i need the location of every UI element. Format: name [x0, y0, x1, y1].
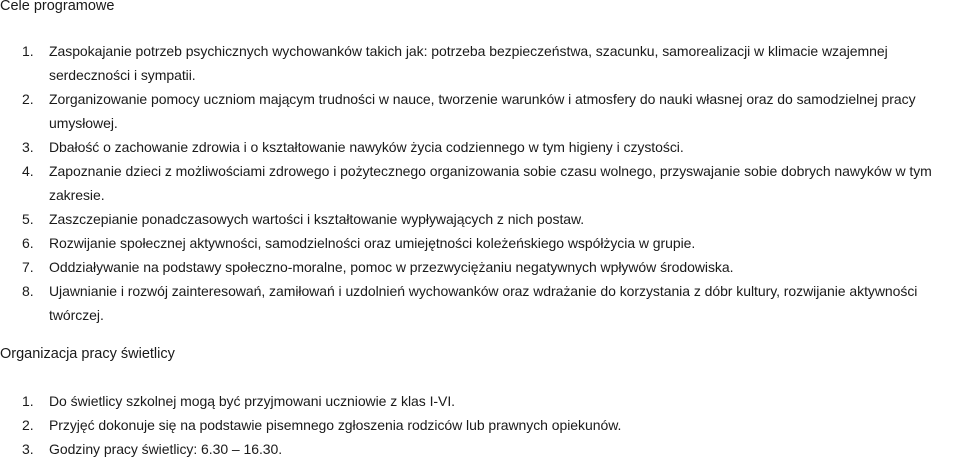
- list-item: [0, 279, 960, 327]
- item-text: Oddziaływanie na podstawy społeczno-moralne, pomoc w przezwyciężaniu negatywnych wpływów środowiska.: [49, 259, 734, 275]
- item-number: 2.: [22, 417, 34, 433]
- item-text: Przyjęć dokonuje się na podstawie pisemnego zgłoszenia rodziców lub prawnych opiekunów.: [49, 417, 622, 433]
- item-number: 5.: [22, 211, 34, 227]
- list-item: [0, 135, 960, 159]
- item-number: 4.: [22, 163, 34, 179]
- list-item: [0, 255, 960, 279]
- item-number: 1.: [22, 43, 34, 59]
- list-item: [0, 87, 960, 135]
- list-item: [0, 437, 960, 461]
- goals-list: [0, 39, 960, 327]
- item-number: 7.: [22, 259, 34, 275]
- list-item: [0, 413, 960, 437]
- list-item: [0, 159, 960, 207]
- list-item: [0, 207, 960, 231]
- item-number: 8.: [22, 283, 34, 299]
- section-title-goals: Cele programowe: [0, 0, 115, 14]
- item-number: 3.: [22, 139, 34, 155]
- organization-list: [0, 389, 960, 461]
- section-title-organization: Organizacja pracy świetlicy: [0, 346, 175, 362]
- list-item: [0, 231, 960, 255]
- list-item: [0, 39, 960, 87]
- item-number: 3.: [22, 441, 34, 457]
- item-text: Zaspokajanie potrzeb psychicznych wychowanków takich jak: potrzeba bezpieczeństwa, szacunku, samorealizacji w klimacie wzajemnej serdeczności i sympatii.: [49, 43, 888, 83]
- item-number: 6.: [22, 235, 34, 251]
- list-item: [0, 389, 960, 413]
- item-text: Rozwijanie społecznej aktywności, samodzielności oraz umiejętności koleżeńskiego współżycia w grupie.: [49, 235, 696, 251]
- item-text: Zorganizowanie pomocy uczniom mającym trudności w nauce, tworzenie warunków i atmosfery do nauki własnej oraz do samodzielnej pracy umysłowej.: [49, 91, 916, 131]
- item-text: Dbałość o zachowanie zdrowia i o kształtowanie nawyków życia codziennego w tym higieny i czystości.: [49, 139, 684, 155]
- item-text: Zapoznanie dzieci z możliwościami zdrowego i pożytecznego organizowania sobie czasu wolnego, przyswajanie sobie dobrych nawyków w tym zakresie.: [49, 163, 932, 203]
- item-text: Godziny pracy świetlicy: 6.30 – 16.30.: [49, 441, 283, 457]
- item-number: 2.: [22, 91, 34, 107]
- item-text: Zaszczepianie ponadczasowych wartości i kształtowanie wypływających z nich postaw.: [49, 211, 585, 227]
- item-text: Do świetlicy szkolnej mogą być przyjmowani uczniowie z klas I-VI.: [49, 393, 455, 409]
- item-number: 1.: [22, 393, 34, 409]
- item-text: Ujawnianie i rozwój zainteresowań, zamiłowań i uzdolnień wychowanków oraz wdrażanie do korzystania z dóbr kultury, rozwijanie aktywności twórczej.: [49, 283, 918, 323]
